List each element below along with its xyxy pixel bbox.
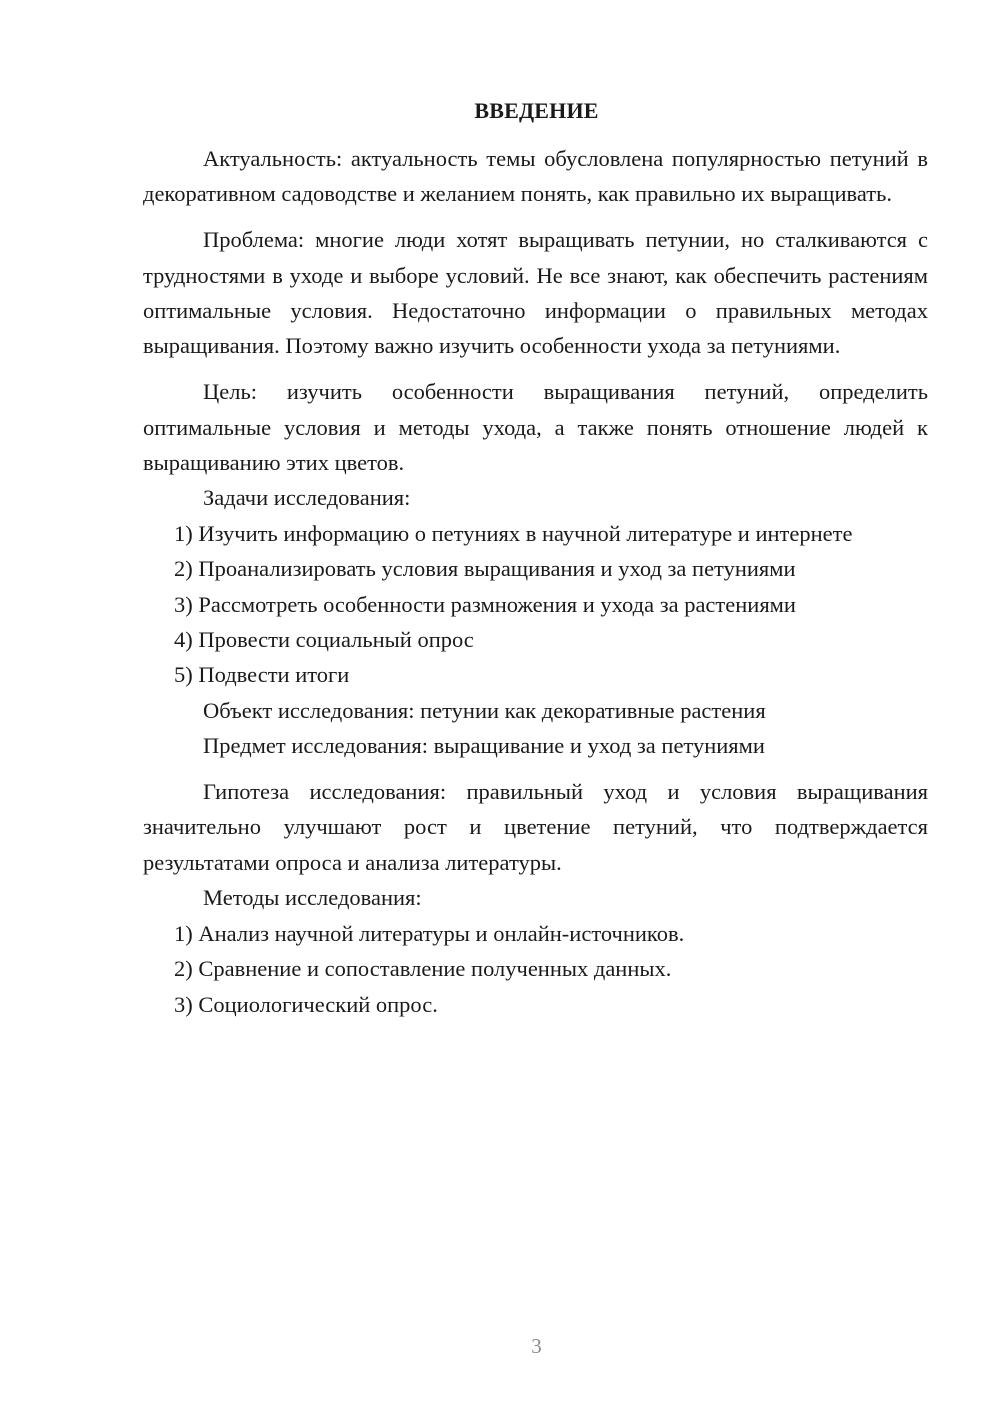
task-item: 2) Проанализировать условия выращивания и уход за петуниями [174, 556, 796, 582]
goal-paragraph: Цель: изучить особенности выращивания петуний, определить оптимальные условия и методы ухода, а также понять отношение людей к выращиванию этих цветов. [143, 379, 928, 476]
tasks-heading: Задачи исследования: [203, 485, 411, 511]
page-title: ВВЕДЕНИЕ [474, 98, 599, 123]
page-number: 3 [531, 1334, 542, 1358]
task-item: 1) Изучить информацию о петуниях в научной литературе и интернете [174, 520, 853, 546]
relevance-paragraph: Актуальность: актуальность темы обусловлена популярностью петуний в декоративном садоводстве и желанием понять, как правильно их выращивать. [143, 146, 928, 207]
problem-paragraph: Проблема: многие люди хотят выращивать петунии, но сталкиваются с трудностями в уходе и выборе условий. Не все знают, как обеспечить растениям оптимальные условия. Недостаточно информации о правильных методах выращивания. Поэтому важно изучить особенности ухода за петуниями. [143, 227, 928, 359]
method-item: 1) Анализ научной литературы и онлайн-источников. [174, 920, 685, 946]
object-line: Объект исследования: петунии как декоративные растения [203, 697, 766, 723]
method-item: 2) Сравнение и сопоставление полученных данных. [174, 956, 672, 982]
document-body [143, 141, 928, 1022]
task-item: 3) Рассмотреть особенности размножения и ухода за растениями [174, 591, 796, 617]
task-item: 5) Подвести итоги [174, 662, 350, 688]
task-item: 4) Провести социальный опрос [174, 627, 474, 653]
hypothesis-paragraph: Гипотеза исследования: правильный уход и условия выращивания значительно улучшают рост и цветение петуний, что подтверждается результатами опроса и анализа литературы. [143, 779, 928, 875]
subject-line: Предмет исследования: выращивание и уход за петуниями [203, 733, 765, 759]
method-item: 3) Социологический опрос. [174, 991, 438, 1017]
methods-heading: Методы исследования: [203, 885, 422, 911]
